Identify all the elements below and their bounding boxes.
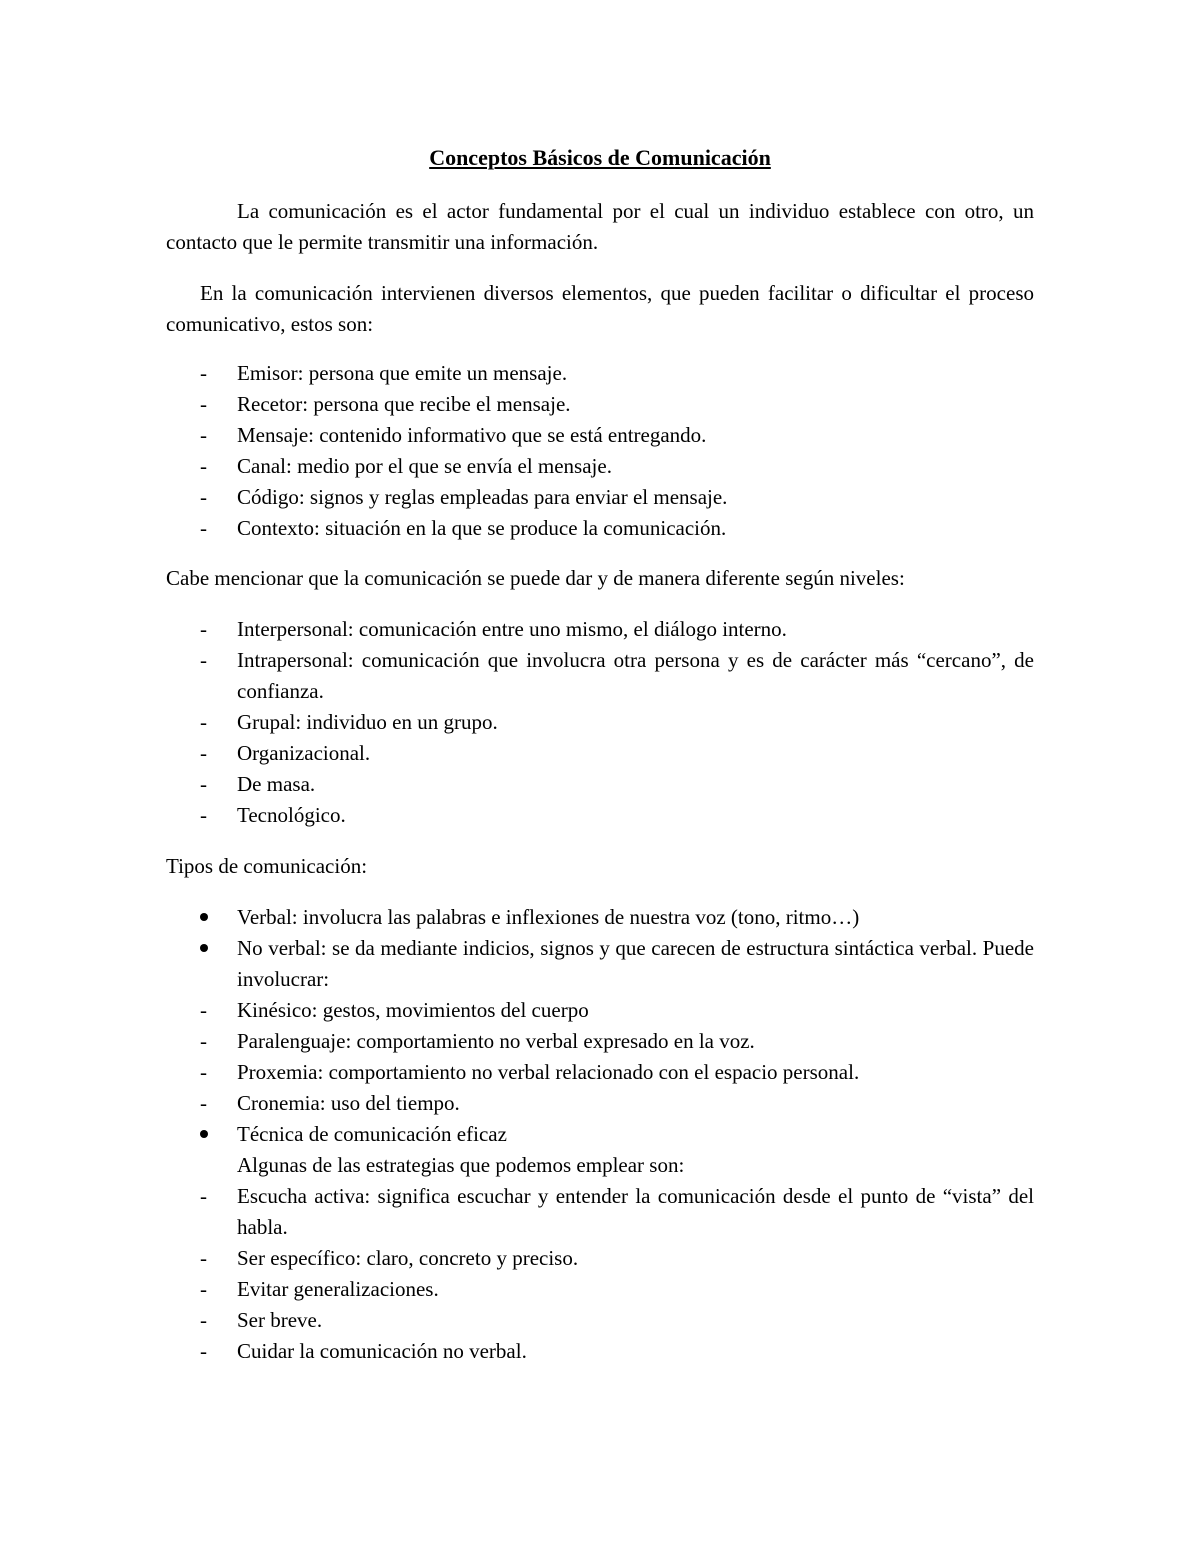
dash-marker: - [200,803,207,827]
list-item: - Interpersonal: comunicación entre uno mismo, el diálogo interno. [166,614,1034,645]
list-item: - Ser breve. [166,1305,1034,1336]
bullet-icon [200,1130,208,1138]
dash-marker: - [200,516,207,540]
dash-marker: - [200,1029,207,1053]
list-item: - Kinésico: gestos, movimientos del cuerpo [166,995,1034,1026]
dash-marker: - [200,1277,207,1301]
dash-marker: - [200,648,207,672]
list-item: - Grupal: individuo en un grupo. [166,707,1034,738]
list-item: Técnica de comunicación eficaz [166,1119,1034,1150]
list-item: - Paralenguaje: comportamiento no verbal expresado en la voz. [166,1026,1034,1057]
bullet-icon [200,944,208,952]
dash-marker: - [200,710,207,734]
list-item: - Emisor: persona que emite un mensaje. [166,358,1034,389]
elements-list [166,358,1034,544]
document-title: Conceptos Básicos de Comunicación [429,145,771,170]
list-item: - Cuidar la comunicación no verbal. [166,1336,1034,1367]
list-item: - Canal: medio por el que se envía el mensaje. [166,451,1034,482]
dash-marker: - [200,1246,207,1270]
dash-marker: - [200,454,207,478]
list-item: - Recetor: persona que recibe el mensaje. [166,389,1034,420]
types-list [166,902,1034,1367]
list-item: - Organizacional. [166,738,1034,769]
dash-marker: - [200,998,207,1022]
list-item: - Contexto: situación en la que se produce la comunicación. [166,513,1034,544]
types-intro-paragraph: Tipos de comunicación: [166,854,368,878]
list-item: Verbal: involucra las palabras e inflexiones de nuestra voz (tono, ritmo…) [166,902,1034,933]
dash-marker: - [200,1339,207,1363]
dash-marker: - [200,485,207,509]
list-item: No verbal: se da mediante indicios, signos y que carecen de estructura sintáctica verbal. Puede involucrar: [166,933,1034,995]
dash-marker: - [200,423,207,447]
dash-marker: - [200,1060,207,1084]
list-item: Algunas de las estrategias que podemos emplear son: [237,1153,685,1177]
list-item: - Intrapersonal: comunicación que involucra otra persona y es de carácter más “cercano”, de confianza. [166,645,1034,707]
elements-intro-paragraph: En la comunicación intervienen diversos elementos, que pueden facilitar o dificultar el proceso comunicativo, estos son: [166,281,1034,336]
dash-marker: - [200,741,207,765]
levels-intro-paragraph: Cabe mencionar que la comunicación se puede dar y de manera diferente según niveles: [166,566,905,590]
list-item: - Proxemia: comportamiento no verbal relacionado con el espacio personal. [166,1057,1034,1088]
list-item: - Mensaje: contenido informativo que se está entregando. [166,420,1034,451]
list-item: - Evitar generalizaciones. [166,1274,1034,1305]
dash-marker: - [200,617,207,641]
list-item: - Tecnológico. [166,800,1034,831]
dash-marker: - [200,1091,207,1115]
dash-marker: - [200,361,207,385]
levels-list [166,614,1034,831]
bullet-icon [200,913,208,921]
list-item: - Código: signos y reglas empleadas para enviar el mensaje. [166,482,1034,513]
list-item: - De masa. [166,769,1034,800]
list-item: - Ser específico: claro, concreto y preciso. [166,1243,1034,1274]
dash-marker: - [200,392,207,416]
dash-marker: - [200,1184,207,1208]
list-item: - Escucha activa: significa escuchar y entender la comunicación desde el punto de “vista” del habla. [166,1181,1034,1243]
intro-paragraph: La comunicación es el actor fundamental por el cual un individuo establece con otro, un contacto que le permite transmitir una información. [166,199,1034,254]
dash-marker: - [200,1308,207,1332]
list-item: - Cronemia: uso del tiempo. [166,1088,1034,1119]
dash-marker: - [200,772,207,796]
